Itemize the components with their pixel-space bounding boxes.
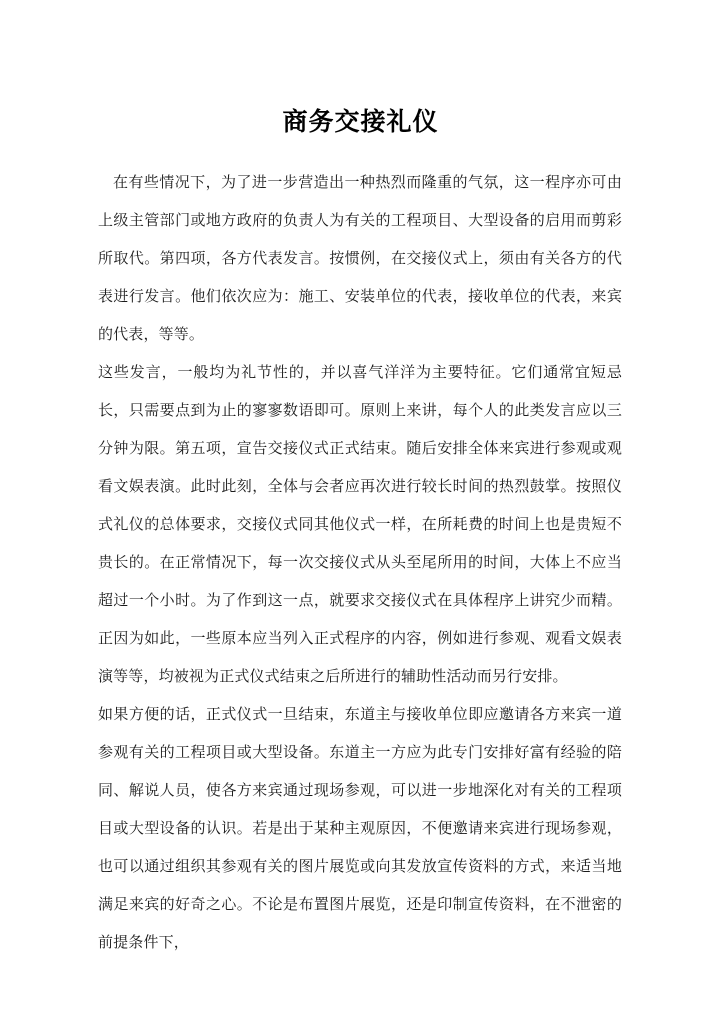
body-paragraph-2: 这些发言，一般均为礼节性的，并以喜气洋洋为主要特征。它们通常宜短忌长，只需要点到为止的寥寥数语即可。原则上来讲，每个人的此类发言应以三分钟为限。第五项，宣告交接仪式正式结束。随后安排全体来宾进行参观或观看文娱表演。此时此刻，全体与会者应再次进行较长时间的热烈鼓掌。按照仪式礼仪的总体要求，交接仪式同其他仪式一样，在所耗费的时间上也是贵短不贵长的。在正常情况下，每一次交接仪式从头至尾所用的时间，大体上不应当超过一个小时。为了作到这一点，就要求交接仪式在具体程序上讲究少而精。正因为如此，一些原本应当列入正式程序的内容，例如进行参观、观看文娱表演等等，均被视为正式仪式结束之后所进行的辅助性活动而另行安排。 [98, 363, 622, 685]
body-paragraph-1: 在有些情况下，为了进一步营造出一种热烈而隆重的气氛，这一程序亦可由上级主管部门或地方政府的负责人为有关的工程项目、大型设备的启用而剪彩所取代。第四项，各方代表发言。按惯例，在交接仪式上，须由有关各方的代表进行发言。他们依次应为：施工、安装单位的代表，接收单位的代表，来宾的代表，等等。 [98, 173, 622, 343]
document-body [98, 163, 622, 961]
body-paragraph-3: 如果方便的话，正式仪式一旦结束，东道主与接收单位即应邀请各方来宾一道参观有关的工程项目或大型设备。东道主一方应为此专门安排好富有经验的陪同、解说人员，使各方来宾通过现场参观，可以进一步地深化对有关的工程项目或大型设备的认识。若是出于某种主观原因，不便邀请来宾进行现场参观，也可以通过组织其参观有关的图片展览或向其发放宣传资料的方式，来适当地满足来宾的好奇之心。不论是布置图片展览，还是印制宣传资料，在不泄密的前提条件下， [98, 705, 622, 951]
page-title: 商务交接礼仪 [282, 106, 439, 136]
